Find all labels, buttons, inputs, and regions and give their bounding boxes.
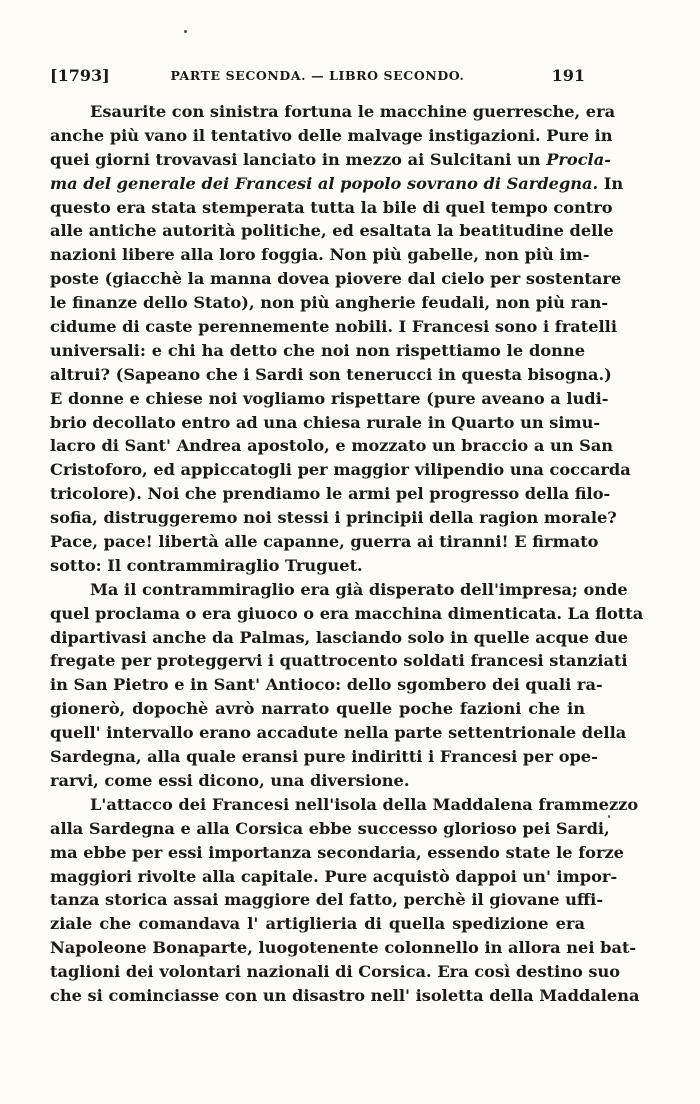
text-line: E donne e chiese noi vogliamo rispettare (pure aveano a ludi- — [50, 388, 609, 408]
text-line: nazioni libere alla loro foggia. Non più gabelle, non più im- — [50, 245, 590, 265]
text-line: alla Sardegna e alla Corsica ebbe successo glorioso pei Sardi, — [50, 818, 610, 838]
text-line: tricolore). Noi che prendiamo le armi pel progresso della filo- — [50, 484, 611, 504]
text-line: che si cominciasse con un disastro nell' isoletta della Maddalena — [50, 985, 640, 1005]
text-line: dipartivasi anche da Palmas, lasciando solo in quelle acque due — [50, 627, 629, 647]
text-line: Esaurite con sinistra fortuna le macchine guerresche, era — [90, 102, 616, 121]
header-year: [1793] — [50, 66, 110, 85]
text-line: taglioni dei volontari nazionali di Corsica. Era così destino suo — [50, 962, 621, 982]
text-line: Pace, pace! libertà alle capanne, guerra ai tiranni! E firmato — [50, 532, 599, 552]
text-line: cidume di caste perennemente nobili. I Francesi sono i fratelli — [50, 317, 617, 337]
text-run: quei giorni trovavasi lanciato in mezzo ai Sulcitani un — [50, 149, 547, 169]
header-running-title: PARTE SECONDA. — LIBRO SECONDO. — [170, 68, 465, 83]
text-line: rarvi, come essi dicono, una diversione. — [50, 770, 410, 790]
body-text — [50, 100, 644, 1008]
text-line: sofia, distruggeremo noi stessi i principii della ragion morale? — [50, 508, 617, 528]
italic-title-run: ma del generale dei Francesi al popolo sovrano di Sardegna. — [50, 173, 599, 193]
text-line: ziale che comandava l' artiglieria di quella spedizione era — [50, 914, 585, 934]
text-line — [50, 148, 611, 172]
text-line: altrui? (Sapeano che i Sardi son tenerucci in questa bisogna.) — [50, 364, 612, 384]
text-line: questo era stata stemperata tutta la bile di quel tempo contro — [50, 197, 613, 217]
text-line: le finanze dello Stato), non più angherie feudali, non più ran- — [50, 293, 609, 313]
text-run: In — [598, 173, 624, 193]
text-line: tanza storica assai maggiore del fatto, perchè il giovane uffi- — [50, 890, 604, 910]
text-line: L'attacco dei Francesi nell'isola della Maddalena frammezzo — [90, 794, 639, 814]
text-line: quel proclama o era giuoco o era macchina dimenticata. La flotta — [50, 603, 644, 623]
page-number: 191 — [551, 66, 585, 85]
text-line: anche più vano il tentativo delle malvage instigazioni. Pure in — [50, 125, 613, 145]
text-line: quell' intervallo erano accadute nella parte settentrionale della — [50, 723, 627, 743]
text-line: alle antiche autorità politiche, ed esaltata la beatitudine delle — [50, 221, 614, 241]
text-line: Ma il contrammiraglio era già disperato dell'impresa; onde — [90, 579, 628, 599]
text-line: gionerò, dopochè avrò narrato quelle poche fazioni che in — [50, 699, 585, 719]
text-line: maggiori rivolte alla capitale. Pure acquistò dappoi un' impor- — [50, 866, 618, 886]
text-line: brio decollato entro ad una chiesa rurale in Quarto un simu- — [50, 412, 601, 432]
text-line: universali: e chi ha detto che noi non rispettiamo le donne — [50, 340, 585, 360]
text-line: lacro di Sant' Andrea apostolo, e mozzato un braccio a un San — [50, 436, 614, 456]
text-line — [50, 172, 624, 196]
text-line: Napoleone Bonaparte, luogotenente colonnello in allora nei bat- — [50, 938, 637, 958]
italic-title-run: Procla- — [546, 149, 611, 169]
text-line: ma ebbe per essi importanza secondaria, essendo state le forze — [50, 842, 624, 862]
text-line: in San Pietro e in Sant' Antioco: dello sgombero dei quali ra- — [50, 675, 603, 695]
text-line: fregate per proteggervi i quattrocento soldati francesi stanziati — [50, 651, 628, 671]
text-line: sotto: Il contrammiraglio Truguet. — [50, 555, 363, 575]
text-line: poste (giacchè la manna dovea piovere dal cielo per sostentare — [50, 269, 622, 289]
running-header — [50, 66, 585, 88]
text-line: Sardegna, alla quale eransi pure indiritti i Francesi per ope- — [50, 747, 598, 767]
ink-speck — [184, 30, 187, 33]
text-line: Cristoforo, ed appiccatogli per maggior vilipendio una coccarda — [50, 460, 631, 480]
